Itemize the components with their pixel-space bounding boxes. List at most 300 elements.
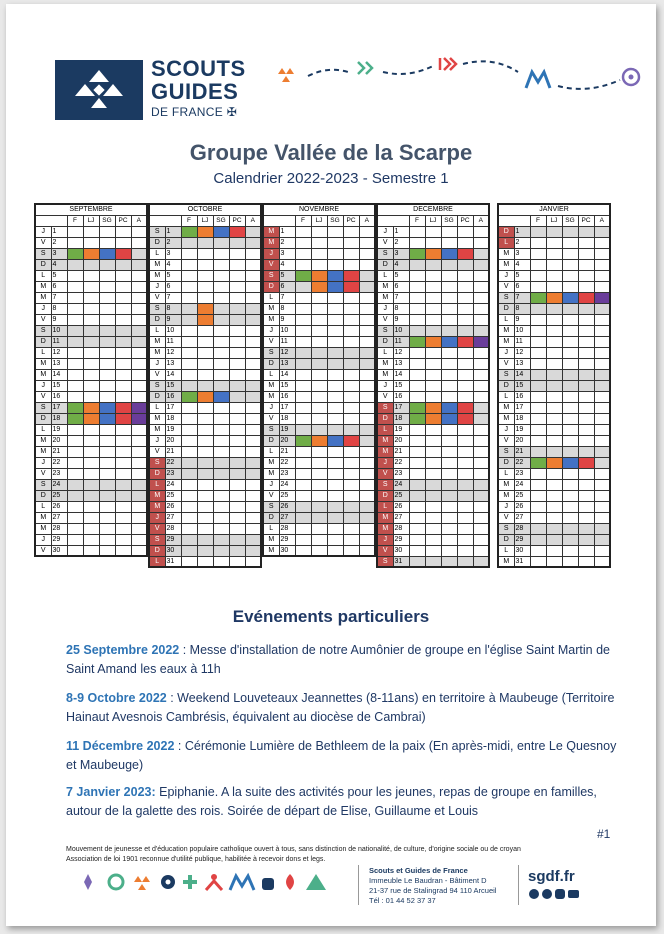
- activity-cell: [546, 369, 562, 380]
- footer-tel: Tél : 01 44 52 37 37: [369, 896, 436, 905]
- day-number: 5: [393, 270, 409, 281]
- weekday-letter: D: [263, 435, 279, 446]
- activity-cell: [181, 402, 197, 413]
- activity-cell: [409, 248, 425, 259]
- activity-cell: [457, 281, 473, 292]
- day-row: [377, 435, 489, 446]
- day-number: 6: [393, 281, 409, 292]
- weekday-letter: V: [498, 281, 514, 292]
- activity-cell: [562, 413, 578, 424]
- activity-cell: [213, 402, 229, 413]
- weekday-letter: D: [35, 490, 51, 501]
- day-row: [377, 391, 489, 402]
- day-row: [498, 512, 610, 523]
- activity-cell: [457, 325, 473, 336]
- day-row: [377, 292, 489, 303]
- activity-cell: [181, 479, 197, 490]
- youtube-icon: [568, 890, 579, 898]
- activity-cell: [99, 380, 115, 391]
- activity-cell: [473, 380, 489, 391]
- activity-cell: [441, 237, 457, 248]
- day-number: 4: [51, 259, 67, 270]
- weekday-letter: M: [263, 226, 279, 237]
- cross-icon: ✠: [226, 105, 238, 119]
- activity-cell: [181, 248, 197, 259]
- instagram-icon: [555, 889, 565, 899]
- day-row: [149, 490, 261, 501]
- activity-cell: [327, 457, 343, 468]
- activity-cell: [83, 424, 99, 435]
- activity-cell: [425, 523, 441, 534]
- activity-cell: [359, 435, 375, 446]
- activity-cell: [359, 468, 375, 479]
- activity-cell: [562, 490, 578, 501]
- day-number: 30: [279, 545, 295, 556]
- day-number: 26: [51, 501, 67, 512]
- activity-cell: [425, 314, 441, 325]
- activity-cell: [425, 248, 441, 259]
- weekday-letter: L: [498, 314, 514, 325]
- day-row: [263, 435, 375, 446]
- activity-cell: [295, 281, 311, 292]
- day-row: [35, 402, 147, 413]
- activity-cell: [578, 259, 594, 270]
- day-number: 6: [51, 281, 67, 292]
- weekday-letter: J: [35, 380, 51, 391]
- day-number: 15: [393, 380, 409, 391]
- weekday-letter: J: [498, 501, 514, 512]
- weekday-letter: D: [498, 303, 514, 314]
- activity-cell: [425, 402, 441, 413]
- activity-cell: [441, 556, 457, 567]
- activity-cell: [359, 237, 375, 248]
- activity-cell: [425, 490, 441, 501]
- month-name: OCTOBRE: [149, 204, 261, 215]
- footer-addr-line: Immeuble Le Baudran - Bâtiment D: [369, 876, 487, 885]
- activity-cell: [530, 457, 546, 468]
- activity-cell: [311, 501, 327, 512]
- activity-cell: [181, 490, 197, 501]
- day-row: [149, 457, 261, 468]
- activity-cell: [197, 292, 213, 303]
- day-row: [149, 501, 261, 512]
- weekday-letter: M: [498, 479, 514, 490]
- activity-cell: [131, 545, 147, 556]
- activity-cell: [197, 237, 213, 248]
- activity-cell: [578, 556, 594, 567]
- activity-cell: [131, 512, 147, 523]
- activity-cell: [99, 391, 115, 402]
- activity-cell: [343, 325, 359, 336]
- activity-cell: [594, 501, 610, 512]
- day-row: [377, 358, 489, 369]
- activity-cell: [327, 468, 343, 479]
- day-row: [498, 336, 610, 347]
- activity-cell: [99, 545, 115, 556]
- activity-cell: [295, 523, 311, 534]
- activity-cell: [359, 259, 375, 270]
- activity-cell: [295, 435, 311, 446]
- activity-cell: [99, 369, 115, 380]
- activity-cell: [295, 424, 311, 435]
- weekday-letter: M: [498, 325, 514, 336]
- day-number: 26: [165, 501, 181, 512]
- activity-cell: [99, 358, 115, 369]
- activity-cell: [457, 534, 473, 545]
- activity-cell: [594, 435, 610, 446]
- month-name: SEPTEMBRE: [35, 204, 147, 215]
- activity-cell: [311, 413, 327, 424]
- activity-cell: [181, 435, 197, 446]
- day-row: [149, 292, 261, 303]
- activity-cell: [213, 534, 229, 545]
- activity-cell: [441, 435, 457, 446]
- day-number: 18: [279, 413, 295, 424]
- activity-cell: [343, 270, 359, 281]
- activity-cell: [359, 402, 375, 413]
- day-number: 23: [51, 468, 67, 479]
- activity-cell: [562, 325, 578, 336]
- weekday-letter: L: [149, 556, 165, 567]
- activity-cell: [99, 468, 115, 479]
- activity-cell: [441, 248, 457, 259]
- day-number: 4: [514, 259, 530, 270]
- day-row: [149, 369, 261, 380]
- activity-cell: [441, 512, 457, 523]
- weekday-letter: J: [377, 457, 393, 468]
- activity-cell: [343, 413, 359, 424]
- activity-cell: [409, 336, 425, 347]
- weekday-letter: V: [263, 413, 279, 424]
- activity-cell: [67, 501, 83, 512]
- weekday-letter: V: [35, 237, 51, 248]
- activity-cell: [67, 391, 83, 402]
- activity-cell: [425, 413, 441, 424]
- activity-cell: [83, 402, 99, 413]
- activity-cell: [343, 435, 359, 446]
- footer-fine-line: Association de loi 1901 reconnue d'utilité publique, habilitée à recevoir dons et legs.: [66, 856, 326, 863]
- weekday-letter: L: [498, 391, 514, 402]
- weekday-letter: J: [377, 380, 393, 391]
- activity-cell: [245, 490, 261, 501]
- day-number: 9: [514, 314, 530, 325]
- activity-cell: [530, 479, 546, 490]
- activity-cell: [578, 457, 594, 468]
- activity-cell: [311, 347, 327, 358]
- activity-cell: [409, 226, 425, 237]
- activity-cell: [425, 380, 441, 391]
- activity-cell: [562, 512, 578, 523]
- activity-cell: [359, 523, 375, 534]
- activity-cell: [473, 556, 489, 567]
- day-row: [263, 534, 375, 545]
- month-name: DECEMBRE: [377, 204, 489, 215]
- activity-cell: [457, 457, 473, 468]
- activity-cell: [441, 523, 457, 534]
- day-row: [35, 534, 147, 545]
- activity-cell: [229, 402, 245, 413]
- month-septembre: [34, 203, 148, 557]
- activity-cell: [327, 259, 343, 270]
- day-row: [263, 369, 375, 380]
- weekday-letter: V: [263, 490, 279, 501]
- weekday-letter: D: [149, 314, 165, 325]
- day-number: 22: [393, 457, 409, 468]
- activity-header: A: [473, 215, 489, 226]
- activity-cell: [181, 325, 197, 336]
- activity-cell: [245, 270, 261, 281]
- activity-cell: [99, 523, 115, 534]
- activity-cell: [213, 325, 229, 336]
- activity-cell: [115, 413, 131, 424]
- day-row: [377, 347, 489, 358]
- activity-cell: [457, 413, 473, 424]
- day-row: [377, 369, 489, 380]
- activity-cell: [229, 347, 245, 358]
- day-row: [263, 314, 375, 325]
- activity-cell: [530, 501, 546, 512]
- activity-cell: [473, 325, 489, 336]
- day-number: 28: [393, 523, 409, 534]
- weekday-letter: S: [498, 523, 514, 534]
- activity-cell: [473, 292, 489, 303]
- activity-cell: [327, 523, 343, 534]
- activity-cell: [131, 380, 147, 391]
- day-number: 11: [514, 336, 530, 347]
- blank-header: [377, 215, 409, 226]
- day-row: [263, 325, 375, 336]
- activity-cell: [409, 457, 425, 468]
- activity-cell: [441, 358, 457, 369]
- activity-cell: [197, 248, 213, 259]
- weekday-letter: D: [377, 259, 393, 270]
- activity-cell: [546, 314, 562, 325]
- activity-cell: [213, 435, 229, 446]
- day-row: [149, 270, 261, 281]
- day-number: 23: [514, 468, 530, 479]
- activity-cell: [359, 457, 375, 468]
- activity-cell: [229, 446, 245, 457]
- activity-cell: [213, 413, 229, 424]
- weekday-letter: V: [35, 545, 51, 556]
- activity-cell: [67, 325, 83, 336]
- activity-cell: [295, 468, 311, 479]
- activity-cell: [546, 468, 562, 479]
- day-row: [377, 248, 489, 259]
- activity-cell: [229, 237, 245, 248]
- activity-cell: [441, 336, 457, 347]
- activity-cell: [181, 512, 197, 523]
- weekday-letter: S: [149, 226, 165, 237]
- activity-cell: [530, 259, 546, 270]
- day-number: 4: [279, 259, 295, 270]
- activity-cell: [115, 545, 131, 556]
- activity-cell: [295, 325, 311, 336]
- day-number: 22: [165, 457, 181, 468]
- activity-cell: [213, 226, 229, 237]
- activity-cell: [115, 512, 131, 523]
- activity-cell: [425, 358, 441, 369]
- weekday-letter: L: [377, 424, 393, 435]
- activity-cell: [578, 391, 594, 402]
- activity-cell: [181, 380, 197, 391]
- activity-cell: [115, 435, 131, 446]
- weekday-letter: S: [377, 402, 393, 413]
- day-number: 11: [51, 336, 67, 347]
- activity-cell: [213, 336, 229, 347]
- activity-cell: [530, 435, 546, 446]
- activity-cell: [359, 424, 375, 435]
- day-number: 6: [514, 281, 530, 292]
- weekday-letter: M: [377, 446, 393, 457]
- weekday-letter: D: [149, 237, 165, 248]
- activity-cell: [473, 402, 489, 413]
- activity-cell: [131, 347, 147, 358]
- day-row: [263, 413, 375, 424]
- day-number: 5: [514, 270, 530, 281]
- activity-cell: [181, 281, 197, 292]
- activity-cell: [197, 424, 213, 435]
- day-number: 19: [514, 424, 530, 435]
- activity-cell: [115, 347, 131, 358]
- weekday-letter: M: [263, 457, 279, 468]
- activity-cell: [229, 270, 245, 281]
- activity-cell: [457, 556, 473, 567]
- activity-cell: [213, 347, 229, 358]
- day-number: 13: [51, 358, 67, 369]
- activity-cell: [457, 347, 473, 358]
- day-row: [263, 457, 375, 468]
- day-row: [498, 413, 610, 424]
- activity-cell: [594, 490, 610, 501]
- activity-cell: [578, 512, 594, 523]
- activity-cell: [181, 369, 197, 380]
- activity-cell: [562, 380, 578, 391]
- weekday-letter: S: [35, 479, 51, 490]
- activity-cell: [311, 391, 327, 402]
- activity-cell: [359, 446, 375, 457]
- activity-cell: [457, 336, 473, 347]
- activity-cell: [409, 446, 425, 457]
- activity-cell: [295, 226, 311, 237]
- weekday-letter: S: [377, 556, 393, 567]
- day-number: 17: [165, 402, 181, 413]
- activity-cell: [295, 534, 311, 545]
- activity-cell: [245, 413, 261, 424]
- day-number: 5: [51, 270, 67, 281]
- activity-cell: [327, 369, 343, 380]
- activity-cell: [327, 226, 343, 237]
- activity-cell: [343, 512, 359, 523]
- day-row: [498, 457, 610, 468]
- day-row: [263, 501, 375, 512]
- activity-cell: [409, 358, 425, 369]
- page-title: Groupe Vallée de la Scarpe: [189, 140, 473, 165]
- activity-cell: [245, 556, 261, 567]
- weekday-letter: M: [35, 446, 51, 457]
- weekday-letter: V: [35, 391, 51, 402]
- day-row: [377, 336, 489, 347]
- activity-cell: [409, 523, 425, 534]
- day-row: [377, 446, 489, 457]
- day-number: 17: [393, 402, 409, 413]
- activity-cell: [181, 413, 197, 424]
- activity-cell: [181, 292, 197, 303]
- activity-cell: [295, 270, 311, 281]
- activity-cell: [99, 314, 115, 325]
- activity-cell: [594, 369, 610, 380]
- activity-cell: [229, 556, 245, 567]
- activity-cell: [115, 303, 131, 314]
- activity-cell: [115, 292, 131, 303]
- activity-cell: [425, 303, 441, 314]
- activity-cell: [441, 226, 457, 237]
- activity-cell: [245, 402, 261, 413]
- day-row: [263, 226, 375, 237]
- day-number: 2: [165, 237, 181, 248]
- day-number: 28: [279, 523, 295, 534]
- weekday-letter: M: [149, 259, 165, 270]
- activity-cell: [245, 468, 261, 479]
- day-number: 15: [514, 380, 530, 391]
- activity-cell: [562, 369, 578, 380]
- activity-cell: [546, 435, 562, 446]
- weekday-letter: S: [35, 248, 51, 259]
- activity-cell: [530, 523, 546, 534]
- activity-cell: [67, 226, 83, 237]
- activity-cell: [311, 435, 327, 446]
- activity-cell: [131, 446, 147, 457]
- activity-cell: [594, 237, 610, 248]
- activity-cell: [343, 248, 359, 259]
- activity-cell: [457, 358, 473, 369]
- event-text: : Messe d'installation de notre Aumônier de groupe en l'église Saint Martin de Saint Amand les eaux à 11h: [66, 643, 610, 676]
- activity-cell: [594, 336, 610, 347]
- day-number: 10: [393, 325, 409, 336]
- activity-cell: [441, 402, 457, 413]
- day-row: [377, 259, 489, 270]
- weekday-letter: M: [263, 391, 279, 402]
- weekday-letter: M: [498, 402, 514, 413]
- activity-cell: [229, 545, 245, 556]
- activity-cell: [131, 336, 147, 347]
- activity-cell: [594, 292, 610, 303]
- activity-cell: [197, 446, 213, 457]
- day-row: [35, 237, 147, 248]
- footer-website-link[interactable]: sgdf.fr: [528, 868, 575, 885]
- activity-cell: [245, 380, 261, 391]
- activity-header: SG: [562, 215, 578, 226]
- activity-cell: [473, 523, 489, 534]
- weekday-letter: V: [377, 468, 393, 479]
- day-number: 23: [393, 468, 409, 479]
- activity-cell: [578, 347, 594, 358]
- weekday-letter: D: [35, 259, 51, 270]
- weekday-letter: M: [149, 501, 165, 512]
- activity-cell: [546, 402, 562, 413]
- activity-cell: [181, 545, 197, 556]
- activity-cell: [409, 490, 425, 501]
- activity-cell: [562, 314, 578, 325]
- activity-cell: [327, 402, 343, 413]
- activity-cell: [197, 490, 213, 501]
- activity-cell: [562, 556, 578, 567]
- weekday-letter: D: [149, 545, 165, 556]
- day-row: [498, 347, 610, 358]
- day-number: 10: [514, 325, 530, 336]
- activity-cell: [311, 270, 327, 281]
- day-number: 28: [51, 523, 67, 534]
